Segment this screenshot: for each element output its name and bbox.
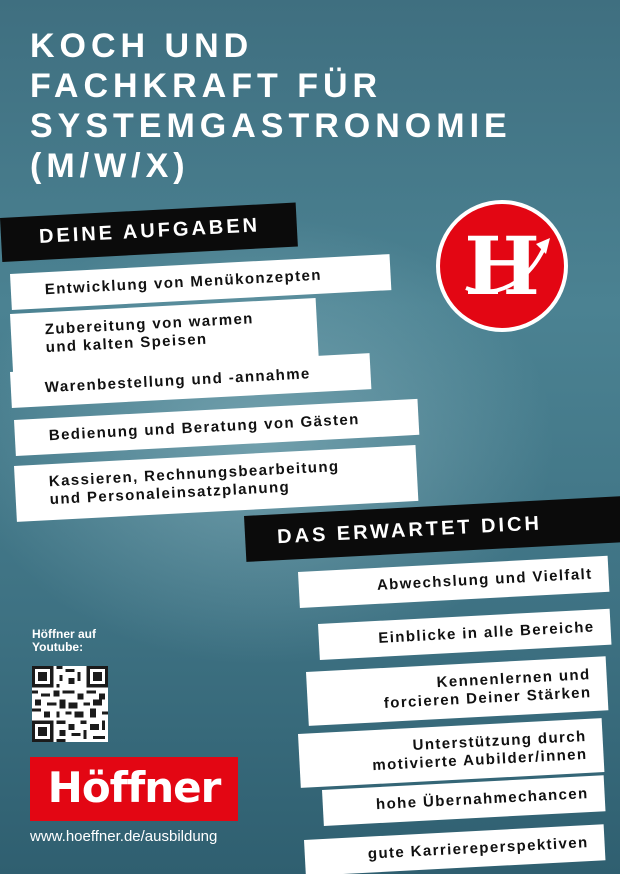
offer-item: hohe Übernahmechancen <box>322 775 605 826</box>
careers-url-link[interactable]: www.hoeffner.de/ausbildung <box>30 828 218 845</box>
job-title-line: SYSTEMGASTRONOMIE <box>30 107 512 145</box>
youtube-label: Höffner auf Youtube: <box>32 627 96 654</box>
offer-item: Einblicke in alle Bereiche <box>318 609 611 660</box>
brand-name: Höffner <box>47 763 221 812</box>
offer-heading: DAS ERWARTET DICH <box>276 512 543 549</box>
hoeffner-h-logo <box>436 200 568 332</box>
job-title-line: (M/W/X) <box>30 147 190 185</box>
offer-item: Unterstützung durch motivierte Aubilder/innen <box>298 718 604 788</box>
offer-item: Kennenlernen und forcieren Deiner Stärken <box>306 656 608 726</box>
offer-item: gute Karriereperspektiven <box>304 824 605 874</box>
task-item: Entwicklung von Menükonzepten <box>10 254 391 310</box>
qr-code-icon[interactable] <box>32 666 108 742</box>
task-item: Zubereitung von warmen und kalten Speisen <box>10 298 319 374</box>
tasks-heading-bar <box>0 203 298 262</box>
h-logo-icon <box>436 200 568 332</box>
tasks-heading: DEINE AUFGABEN <box>38 214 261 248</box>
offer-item: Abwechslung und Vielfalt <box>298 556 609 608</box>
job-title <box>30 26 512 186</box>
job-title-line: KOCH UND <box>30 27 254 65</box>
task-item: Warenbestellung und -annahme <box>10 353 371 408</box>
task-item: Kassieren, Rechnungsbearbeitung und Personaleinsatzplanung <box>14 445 418 522</box>
hoeffner-brand-logo <box>30 757 238 821</box>
job-title-line: FACHKRAFT FÜR <box>30 67 383 105</box>
svg-text:H: H <box>464 219 540 313</box>
task-item: Bedienung und Beratung von Gästen <box>14 399 419 456</box>
